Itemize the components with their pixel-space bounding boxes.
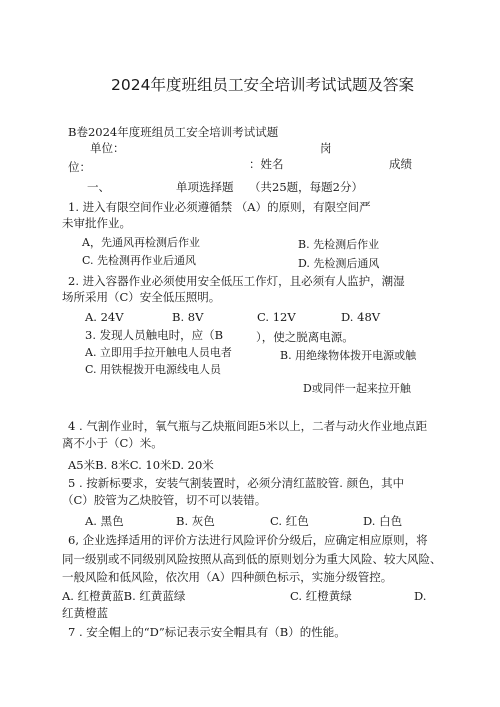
section-name: 单项选择题 — [176, 180, 234, 194]
question-5-option-d: D. 白色 — [363, 514, 403, 528]
question-2-line-2: 场所采用（C）安全低压照明。 — [62, 290, 221, 304]
paper-name: B卷2024年度班组员工安全培训考试试题 — [68, 125, 279, 139]
question-6-line-2: 同一级别或不同级别风险按照从高到低的原则划分为重大风险、较大风险、 — [62, 552, 442, 566]
question-6-line-1: 6, 企业选择适用的评价方法进行风险评价分级后，应确定相应原则，将 — [68, 533, 428, 547]
question-2-option-d: D. 48V — [341, 310, 381, 324]
question-1-option-a: A，先通风再检测后作业 — [82, 236, 200, 249]
name-label: ：姓名 — [249, 157, 284, 171]
question-5-option-b: B. 灰色 — [176, 514, 215, 528]
question-4-line-2: 离不小于（C）米。 — [62, 436, 163, 450]
question-2-line-1: 2. 进入容器作业必须使用安全低压工作灯，且必须有人监护，潮湿 — [68, 274, 405, 288]
question-3-option-d: D或同伴一起来拉开触 — [303, 382, 411, 395]
question-2-option-b: B. 8V — [172, 310, 204, 324]
position-label: 位： — [68, 160, 91, 174]
question-6-option-d-text: 红黄橙蓝 — [62, 606, 108, 620]
score-label: 成绩 — [389, 157, 412, 171]
question-7-line-1: 7 . 安全帽上的“D”标记表示安全帽具有（B）的性能。 — [68, 625, 346, 639]
question-3-option-c: C. 用铁棍拨开电源线电人员 — [85, 363, 222, 376]
question-5-option-c: C. 红色 — [270, 514, 309, 528]
question-5-line-2: （C）胶管为乙炔胶管，切不可以装错。 — [62, 493, 267, 507]
question-4-options: A5米B. 8米C. 10米D. 20米 — [68, 458, 214, 472]
question-1-option-d: D. 先检测后通风 — [298, 257, 380, 270]
unit-label: 单位： — [90, 141, 125, 155]
question-3-line-1b: ），使之脱离电源。 — [256, 330, 354, 344]
gang-label: 岗 — [320, 141, 332, 155]
question-3-line-1a: 3. 发现人员触电时，应（B — [85, 328, 224, 342]
section-note: （共25题，每题2分） — [249, 180, 363, 194]
question-3-option-b: B. 用绝缘物体拨开电源或触 — [280, 349, 417, 362]
question-4-line-1: 4 . 气割作业时，氧气瓶与乙炔瓶间距5米以上，二者与动火作业地点距 — [68, 419, 428, 433]
section-number: 一、 — [87, 180, 110, 194]
question-2-option-a: A. 24V — [85, 310, 124, 324]
question-1-line-1: 1. 进入有限空间作业必须遵循禁 （A）的原则，有限空间严 — [68, 200, 371, 214]
question-1-line-2: 未审批作业。 — [62, 216, 131, 230]
question-5-option-a: A. 黑色 — [85, 514, 124, 528]
question-3-option-a: A. 立即用手拉开触电人员电者 — [85, 346, 232, 359]
question-6-line-3: 一般风险和低风险，依次用（A）四种颜色标示，实施分级管控。 — [62, 570, 393, 584]
question-6-option-d: D. — [414, 589, 427, 603]
question-6-option-ab: A. 红橙黄蓝B. 红黄蓝绿 — [62, 589, 186, 603]
question-5-line-1: 5 . 按新标要求，安装气割装置时，必须分清红蓝胶管. 颜色，其中 — [68, 476, 405, 490]
question-6-option-c: C. 红橙黄绿 — [290, 589, 352, 603]
question-1-option-c: C. 先检测再作业后通风 — [82, 254, 197, 267]
page-title: 2024年度班组员工安全培训考试试题及答案 — [111, 76, 414, 94]
question-1-option-b: B. 先检测后作业 — [298, 238, 380, 251]
question-2-option-c: C. 12V — [257, 310, 296, 324]
